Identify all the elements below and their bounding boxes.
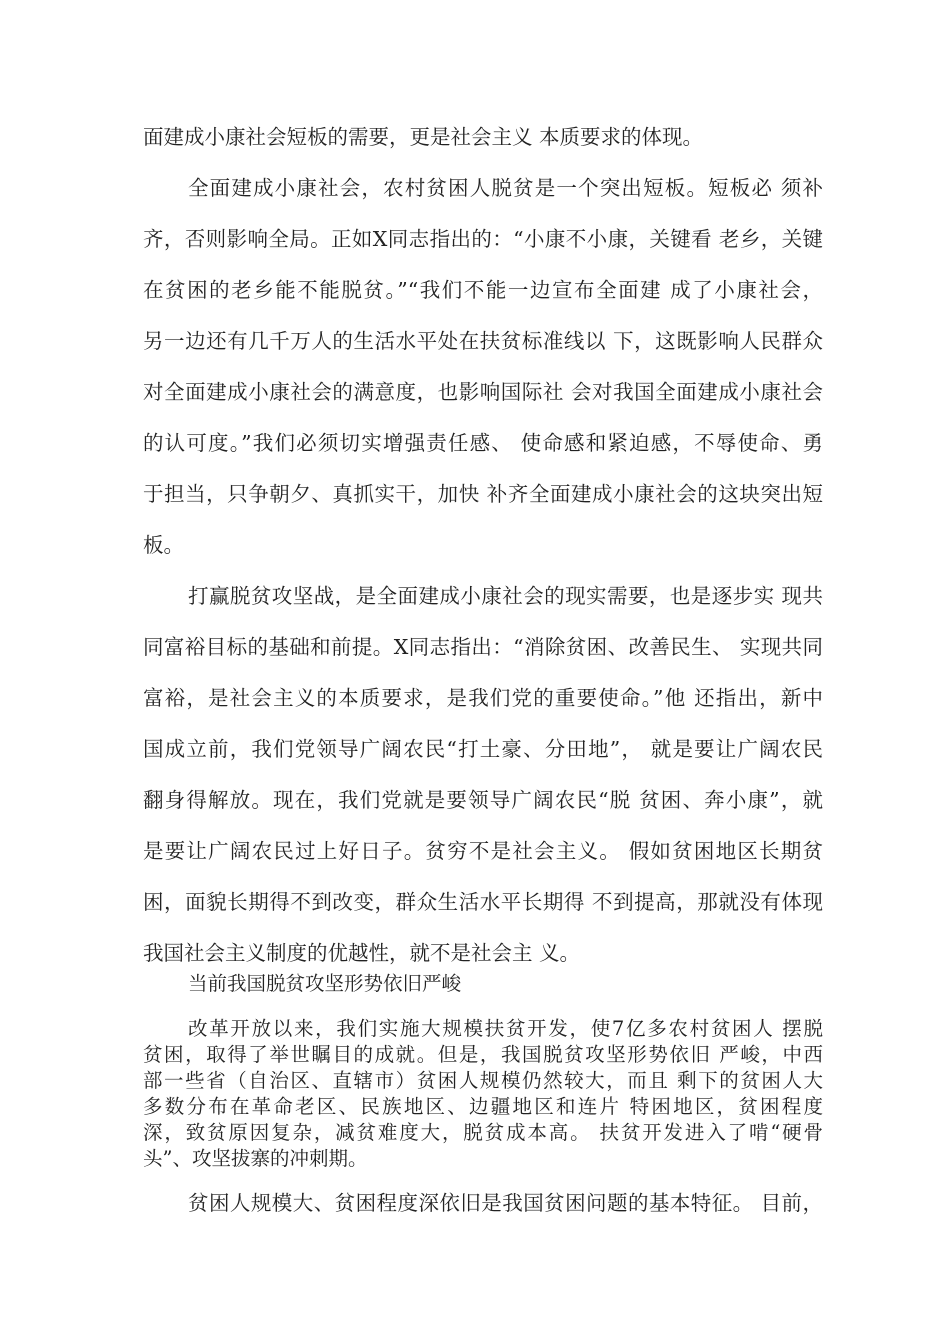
text-line: 国成立前，我们党领导广阔农民“打土豪、分田地”， 就是要让广阔农民 bbox=[143, 737, 823, 761]
text-line: 深，致贫原因复杂，减贫难度大，脱贫成本高。 扶贫开发进入了啃“硬骨 bbox=[143, 1121, 823, 1144]
text-line: 多数分布在革命老区、民族地区、边疆地区和连片 特困地区，贫困程度 bbox=[143, 1095, 823, 1118]
text-line: 另一边还有几千万人的生活水平处在扶贫标准线以 下，这既影响人民群众 bbox=[143, 329, 823, 353]
text-line: 改革开放以来，我们实施大规模扶贫开发，使7亿多农村贫困人 摆脱 bbox=[188, 1017, 823, 1040]
text-line: 面建成小康社会短板的需要，更是社会主义 本质要求的体现。 bbox=[143, 125, 704, 149]
text-line: 对全面建成小康社会的满意度，也影响国际社 会对我国全面建成小康社会 bbox=[143, 380, 823, 404]
text-line: 富裕，是社会主义的本质要求，是我们党的重要使命。”他 还指出，新中 bbox=[143, 686, 823, 710]
text-line: 头”、攻坚拔寨的冲刺期。 bbox=[143, 1147, 368, 1170]
text-line: 部一些省（自治区、直辖市）贫困人规模仍然较大，而且 剩下的贫困人大 bbox=[143, 1069, 823, 1092]
text-line: 贫困，取得了举世瞩目的成就。但是，我国脱贫攻坚形势依旧 严峻，中西 bbox=[143, 1043, 823, 1066]
text-line: 翻身得解放。现在，我们党就是要领导广阔农民“脱 贫困、奔小康”，就 bbox=[143, 788, 823, 812]
text-line: 于担当，只争朝夕、真抓实干，加快 补齐全面建成小康社会的这块突出短 bbox=[143, 482, 823, 506]
text-line: 我国社会主义制度的优越性，就不是社会主 义。 bbox=[143, 941, 581, 965]
text-line: 板。 bbox=[143, 533, 184, 557]
text-line: 全面建成小康社会，农村贫困人脱贫是一个突出短板。短板必 须补 bbox=[188, 176, 823, 200]
text-line: 同富裕目标的基础和前提。X同志指出：“消除贫困、改善民生、 实现共同 bbox=[143, 635, 823, 659]
text-line: 的认可度。”我们必须切实增强责任感、 使命感和紧迫感，不辱使命、勇 bbox=[143, 431, 823, 455]
text-line: 困，面貌长期得不到改变，群众生活水平长期得 不到提高，那就没有体现 bbox=[143, 890, 823, 914]
text-line: 打赢脱贫攻坚战，是全面建成小康社会的现实需要，也是逐步实 现共 bbox=[188, 584, 823, 608]
section-heading: 当前我国脱贫攻坚形势依旧严峻 bbox=[188, 972, 462, 995]
text-line: 贫困人规模大、贫困程度深依旧是我国贫困问题的基本特征。 目前， bbox=[188, 1191, 823, 1215]
text-line: 是要让广阔农民过上好日子。贫穷不是社会主义。 假如贫困地区长期贫 bbox=[143, 839, 823, 863]
text-line: 齐，否则影响全局。正如X同志指出的：“小康不小康，关键看 老乡，关键 bbox=[143, 227, 823, 251]
text-line: 在贫困的老乡能不能脱贫。”“我们不能一边宣布全面建 成了小康社会， bbox=[143, 278, 823, 302]
